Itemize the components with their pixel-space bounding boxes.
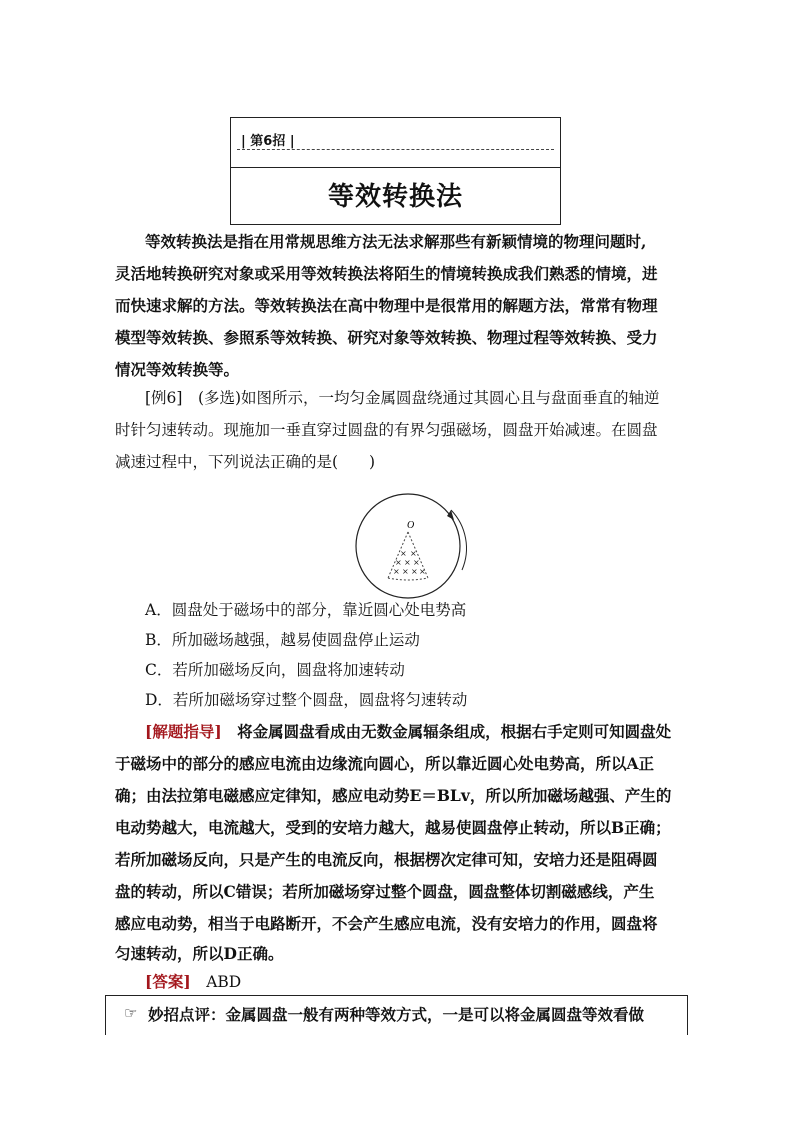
option-d: D．若所加磁场穿过整个圆盘，圆盘将匀速转动: [145, 691, 468, 709]
tip-text: 妙招点评：金属圆盘一般有两种等效方式，一是可以将金属圆盘等效看做: [148, 1005, 645, 1024]
svg-text:×: ×: [413, 558, 420, 567]
example-line: 时针匀速转动。现施加一垂直穿过圆盘的有界匀强磁场，圆盘开始减速。在圆盘: [115, 421, 658, 439]
intro-line: 模型等效转换、参照系等效转换、研究对象等效转换、物理过程等效转换、受力: [115, 328, 658, 347]
svg-text:×: ×: [410, 549, 417, 558]
svg-text:×: ×: [419, 567, 426, 576]
disk-outline: [356, 494, 460, 598]
svg-text:×: ×: [400, 549, 407, 558]
field-boundary-arc: [388, 578, 428, 580]
page-title: 等效转换法: [327, 182, 463, 212]
disk-diagram: [350, 490, 470, 600]
option-c: C．若所加磁场反向，圆盘将加速转动: [145, 661, 405, 679]
svg-text:×: ×: [411, 567, 418, 576]
example-line: 减速过程中，下列说法正确的是( ): [115, 453, 376, 471]
solution-line: 将金属圆盘看成由无数金属辐条组成，根据右手定则可知圆盘处: [221, 722, 672, 741]
answer-label: [答案]: [145, 972, 191, 991]
center-label: O: [407, 520, 415, 531]
solution-line: 电动势越大，电流越大，受到的安培力越大，越易使圆盘停止转动，所以B正确；: [115, 818, 671, 837]
solution-line: 于磁场中的部分的感应电流由边缘流向圆心，所以靠近圆心处电势高，所以A正: [115, 754, 655, 773]
title-divider: [231, 167, 560, 168]
pointing-hand-icon: ☞: [124, 1004, 138, 1022]
option-b: B．所加磁场越强，越易使圆盘停止运动: [145, 631, 420, 649]
tip-box: [105, 995, 688, 1035]
title-frame: [230, 117, 561, 225]
intro-line: 而快速求解的方法。等效转换法在高中物理中是很常用的解题方法，常常有物理: [115, 296, 658, 315]
answer-value: ABD: [206, 973, 242, 991]
solution-line: 若所加磁场反向，只是产生的电流反向，根据楞次定律可知，安培力还是阻碍圆: [115, 850, 658, 869]
section-tag: | 第6招 |: [241, 134, 295, 149]
option-a: A．圆盘处于磁场中的部分，靠近圆心处电势高: [145, 601, 467, 619]
solution-first-line: [145, 720, 671, 742]
solution-line: 确；由法拉第电磁感应定律知，感应电动势E＝BLv，所以所加磁场越强、产生的: [115, 786, 672, 805]
intro-line: 灵活地转换研究对象或采用等效转换法将陌生的情境转换成我们熟悉的情境，进: [115, 264, 658, 283]
svg-text:×: ×: [395, 558, 402, 567]
intro-line: 等效转换法是指在用常规思维方法无法求解那些有新颖情境的物理问题时,: [145, 232, 647, 251]
solution-label: [解题指导]: [145, 722, 222, 741]
dashed-divider: [237, 149, 554, 150]
solution-line: 盘的转动，所以C错误；若所加磁场穿过整个圆盘，圆盘整体切割磁感线，产生: [115, 882, 655, 901]
solution-line: 匀速转动，所以D正确。: [115, 944, 284, 963]
svg-text:×: ×: [402, 567, 409, 576]
svg-text:×: ×: [393, 567, 400, 576]
answer-line: [145, 970, 241, 992]
example-line: [例6] (多选)如图所示，一均匀金属圆盘绕通过其圆心且与盘面垂直的轴逆: [145, 389, 660, 407]
solution-line: 感应电动势，相当于电路断开，不会产生感应电流，没有安培力的作用，圆盘将: [115, 914, 658, 933]
svg-text:×: ×: [404, 558, 411, 567]
intro-line: 情况等效转换等。: [115, 360, 240, 379]
